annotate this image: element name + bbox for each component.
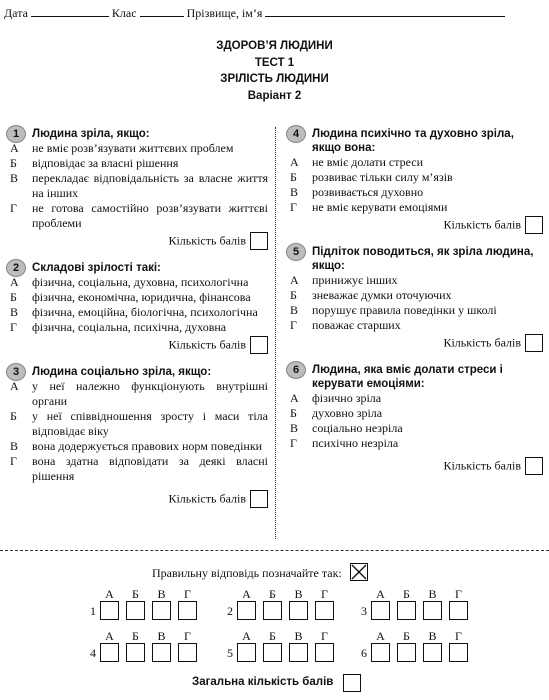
answer-box[interactable] — [263, 601, 282, 620]
option-a: А принижує інших — [290, 273, 398, 287]
score-row — [6, 490, 268, 510]
answer-grid-5 — [223, 629, 333, 669]
answer-box[interactable] — [237, 601, 256, 620]
name-label: Прізвище, ім’я — [186, 6, 263, 20]
option-v: В перекладає відповідальність за власне життя на інших — [10, 171, 268, 200]
option-a: А у неї належно функціонують внутрішні органи — [10, 379, 268, 408]
question-title: 4 Людина психічно та духовно зріла, якщо вона: — [286, 127, 543, 155]
answer-box[interactable] — [315, 601, 334, 620]
option-b: Б фізична, економічна, юридична, фінансова — [10, 290, 251, 304]
questions-left-column — [6, 127, 268, 510]
date-label: Дата — [4, 6, 28, 20]
option-b: Б у неї співвідношення зросту і маси тіла відповідає віку — [10, 409, 268, 438]
answer-box[interactable] — [423, 643, 442, 662]
grid-number: 5 — [227, 646, 233, 660]
answer-box[interactable] — [423, 601, 442, 620]
answer-box[interactable] — [126, 643, 145, 662]
answer-cell-g: Г — [315, 587, 334, 620]
question-number-badge: 5 — [286, 243, 306, 261]
variant-label: Варіант 2 — [247, 89, 302, 102]
cross-mark-icon — [351, 564, 367, 580]
answer-cell-a: А — [371, 587, 390, 620]
answer-box[interactable] — [126, 601, 145, 620]
score-row — [286, 334, 543, 354]
answer-cell-b: Б — [397, 587, 416, 620]
score-label: Кількість балів — [443, 335, 521, 350]
answer-cell-v: В — [289, 587, 308, 620]
answer-box[interactable] — [237, 643, 256, 662]
question-number-badge: 3 — [6, 363, 26, 381]
answer-grid-4 — [86, 629, 196, 669]
answer-cell-a: А — [371, 629, 390, 662]
answer-cell-b: Б — [263, 587, 282, 620]
class-label: Клас — [111, 6, 137, 20]
answer-box[interactable] — [263, 643, 282, 662]
answer-cell-g: Г — [315, 629, 334, 662]
answer-cell-g: Г — [449, 587, 468, 620]
score-row — [286, 457, 543, 477]
option-b: Б зневажає думки оточуючих — [290, 288, 452, 302]
answer-box[interactable] — [315, 643, 334, 662]
score-row — [6, 232, 268, 252]
grid-number: 4 — [90, 646, 96, 660]
question-title: 3 Людина соціально зріла, якщо: — [6, 365, 268, 379]
grid-number: 6 — [361, 646, 367, 660]
question-title: 1 Людина зріла, якщо: — [6, 127, 268, 141]
test-subject: ЗРІЛІСТЬ ЛЮДИНИ — [220, 73, 329, 85]
date-field[interactable] — [31, 6, 109, 17]
answer-box[interactable] — [178, 643, 197, 662]
answer-cell-a: А — [237, 629, 256, 662]
option-a: А фізично зріла — [290, 391, 382, 405]
question-6 — [286, 363, 543, 477]
answer-box[interactable] — [100, 643, 119, 662]
score-label: Кількість балів — [443, 217, 521, 232]
answer-cell-g: Г — [178, 629, 197, 662]
answer-box[interactable] — [371, 643, 390, 662]
option-g: Г фізична, соціальна, психічна, духовна — [10, 320, 227, 334]
test-title-block — [0, 38, 549, 104]
grid-number: 1 — [90, 604, 96, 618]
option-a: А фізична, соціальна, духовна, психологічна — [10, 275, 249, 289]
answer-cell-a: А — [100, 587, 119, 620]
answer-cell-a: А — [237, 587, 256, 620]
answer-cell-v: В — [152, 587, 171, 620]
option-v: В фізична, емоційна, біологічна, психологічна — [10, 305, 258, 319]
answer-box[interactable] — [152, 601, 171, 620]
question-title: 5 Підліток поводиться, як зріла людина, якщо: — [286, 245, 543, 273]
score-box[interactable] — [525, 334, 543, 352]
cut-line-divider — [0, 550, 549, 551]
question-number-badge: 2 — [6, 259, 26, 277]
example-checked-box — [350, 563, 368, 581]
question-4 — [286, 127, 543, 236]
grid-number: 3 — [361, 604, 367, 618]
score-row — [6, 336, 268, 356]
question-3 — [6, 365, 268, 510]
option-g: Г психічно незріла — [290, 436, 399, 450]
answer-box[interactable] — [371, 601, 390, 620]
name-field[interactable] — [265, 6, 505, 17]
answer-box[interactable] — [449, 601, 468, 620]
score-label: Кількість балів — [168, 337, 246, 352]
answer-cell-g: Г — [178, 587, 197, 620]
student-info-header — [4, 6, 505, 21]
answer-box[interactable] — [152, 643, 171, 662]
option-g: Г не вміє керувати емоціями — [290, 200, 448, 214]
answer-box[interactable] — [100, 601, 119, 620]
answer-cell-g: Г — [449, 629, 468, 662]
answer-cell-v: В — [423, 587, 442, 620]
question-5 — [286, 245, 543, 354]
score-box[interactable] — [525, 216, 543, 234]
question-title: 6 Людина, яка вміє долати стреси і керувати емоціями: — [286, 363, 543, 391]
answer-box[interactable] — [178, 601, 197, 620]
option-g: Г вона здатна відповідати за деякі власні рішення — [10, 454, 268, 483]
column-divider — [275, 127, 276, 539]
option-v: В порушує правила поведінки у школі — [290, 303, 497, 317]
answer-cell-v: В — [423, 629, 442, 662]
option-b: Б відповідає за власні рішення — [10, 156, 179, 170]
answer-grid-1 — [86, 587, 196, 627]
answer-cell-b: Б — [126, 629, 145, 662]
total-score-label: Загальна кількість балів — [192, 676, 334, 688]
answer-cell-b: Б — [263, 629, 282, 662]
answer-cell-v: В — [289, 629, 308, 662]
question-number-badge: 6 — [286, 361, 306, 379]
answer-cell-b: Б — [126, 587, 145, 620]
answer-cell-b: Б — [397, 629, 416, 662]
question-2 — [6, 261, 268, 356]
topic-title: ЗДОРОВ’Я ЛЮДИНИ — [216, 40, 333, 52]
option-a: А не вміє долати стреси — [290, 155, 423, 169]
option-b: Б духовно зріла — [290, 406, 383, 420]
score-box[interactable] — [250, 232, 268, 250]
questions-right-column — [286, 127, 543, 477]
answer-cell-a: А — [100, 629, 119, 662]
answer-box[interactable] — [289, 601, 308, 620]
option-a: А не вміє розв’язувати життєвих проблем — [10, 141, 234, 155]
option-v: В розвивається духовно — [290, 185, 424, 199]
score-label: Кількість балів — [168, 491, 246, 506]
answer-box[interactable] — [289, 643, 308, 662]
score-label: Кількість балів — [168, 233, 246, 248]
answer-box[interactable] — [397, 643, 416, 662]
answer-box[interactable] — [397, 601, 416, 620]
answer-cell-v: В — [152, 629, 171, 662]
option-v: В вона додержується правових норм поведінки — [10, 439, 263, 453]
question-1 — [6, 127, 268, 252]
option-v: В соціально незріла — [290, 421, 403, 435]
score-row — [286, 216, 543, 236]
class-field[interactable] — [140, 6, 184, 17]
score-label: Кількість балів — [443, 458, 521, 473]
option-g: Г поважає старших — [290, 318, 401, 332]
option-g: Г не готова самостійно розв’язувати життєві проблеми — [10, 201, 268, 230]
answer-grid-6 — [357, 629, 467, 669]
total-score-box[interactable] — [343, 674, 361, 692]
answer-grid-2 — [223, 587, 333, 627]
score-box[interactable] — [525, 457, 543, 475]
score-box[interactable] — [250, 336, 268, 354]
question-number-badge: 1 — [6, 125, 26, 143]
score-box[interactable] — [250, 490, 268, 508]
question-title: 2 Складові зрілості такі: — [6, 261, 268, 275]
answer-grid-3 — [357, 587, 467, 627]
answer-instruction: Правильну відповідь позначайте так: — [152, 566, 342, 580]
answer-box[interactable] — [449, 643, 468, 662]
option-b: Б розвиває тільки силу м’язів — [290, 170, 453, 184]
grid-number: 2 — [227, 604, 233, 618]
test-number: ТЕСТ 1 — [254, 56, 295, 69]
question-number-badge: 4 — [286, 125, 306, 143]
